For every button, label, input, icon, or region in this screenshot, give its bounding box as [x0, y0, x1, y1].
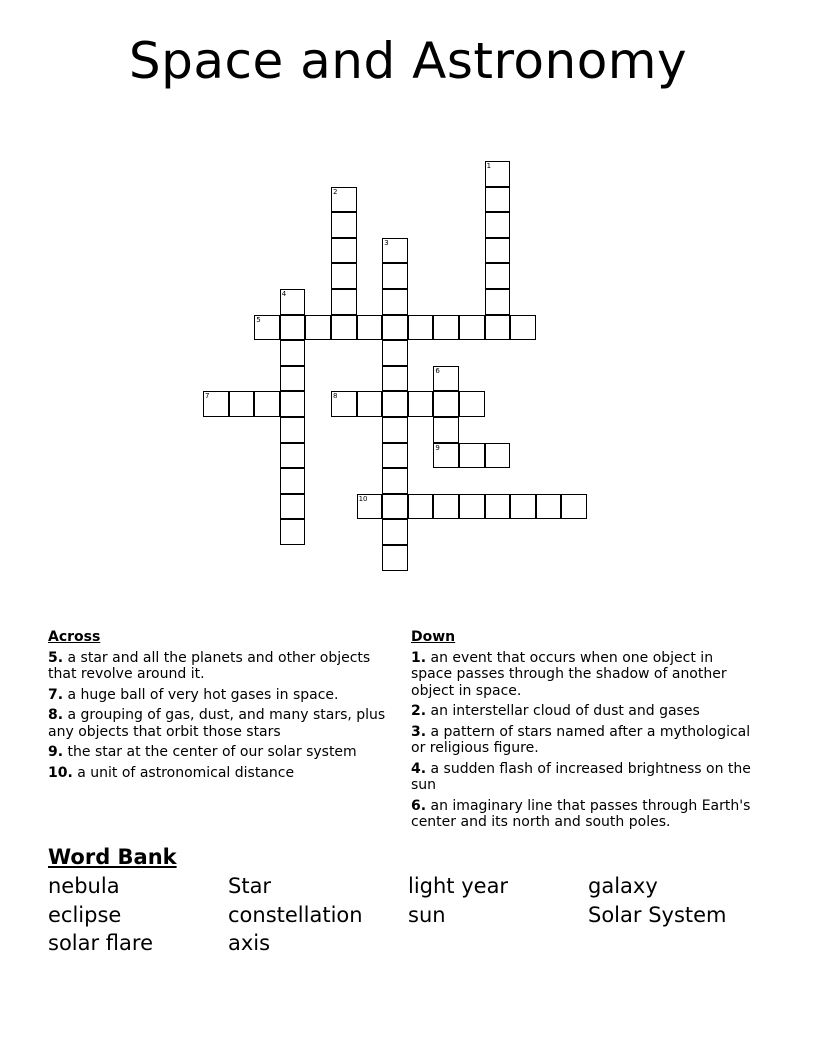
- crossword-cell[interactable]: [382, 238, 408, 264]
- crossword-cell[interactable]: [280, 519, 306, 545]
- crossword-cell[interactable]: [305, 315, 331, 341]
- down-clues: [411, 629, 751, 835]
- down-clue: [411, 724, 751, 757]
- across-clue: [48, 687, 388, 704]
- word-bank-item: sun: [408, 903, 446, 927]
- clue-number-label: 7: [205, 392, 210, 401]
- down-clue: [411, 798, 751, 831]
- crossword-cell[interactable]: [331, 289, 357, 315]
- clue-text: a grouping of gas, dust, and many stars, plus any objects that orbit those stars: [48, 707, 386, 740]
- crossword-cell[interactable]: [229, 391, 255, 417]
- clue-text: a huge ball of very hot gases in space.: [67, 686, 339, 703]
- crossword-cell[interactable]: [331, 212, 357, 238]
- crossword-cell[interactable]: [382, 417, 408, 443]
- crossword-cell[interactable]: [485, 443, 511, 469]
- clue-number-label: 3: [384, 238, 389, 247]
- crossword-cell[interactable]: [433, 443, 459, 469]
- across-clue: [48, 650, 388, 683]
- word-bank-item: solar flare: [48, 931, 153, 955]
- crossword-cell[interactable]: [382, 494, 408, 520]
- clue-number-label: 2: [333, 187, 338, 196]
- down-clue: [411, 703, 751, 720]
- crossword-cell[interactable]: [280, 417, 306, 443]
- across-clue: [48, 744, 388, 761]
- clue-number-label: 6: [435, 366, 440, 375]
- crossword-cell[interactable]: [459, 315, 485, 341]
- clue-number-label: 4: [281, 290, 287, 298]
- clue-text: an event that occurs when one object in space passes through the shadow of another object in space.: [411, 649, 727, 699]
- crossword-cell[interactable]: [280, 468, 306, 494]
- crossword-cell[interactable]: [382, 366, 408, 392]
- crossword-cell[interactable]: [382, 289, 408, 315]
- crossword-cell[interactable]: [510, 315, 536, 341]
- crossword-cell[interactable]: [280, 391, 306, 417]
- clue-number-label: 8: [333, 392, 338, 401]
- word-bank-item: axis: [228, 931, 271, 955]
- crossword-cell[interactable]: [280, 494, 306, 520]
- crossword-cell[interactable]: [357, 391, 383, 417]
- clue-number: 5.: [48, 649, 64, 666]
- word-bank-item: Solar System: [588, 903, 727, 927]
- clue-text: the star at the center of our solar system: [67, 744, 357, 760]
- crossword-cell[interactable]: [331, 391, 357, 417]
- crossword-cell[interactable]: [485, 212, 511, 238]
- word-bank-item: constellation: [228, 903, 363, 927]
- down-clue: [411, 761, 751, 794]
- crossword-cell[interactable]: [561, 494, 587, 520]
- crossword-cell[interactable]: [485, 315, 511, 341]
- clue-number: 9.: [48, 744, 64, 760]
- clue-number-label: 1: [486, 162, 492, 170]
- clue-number: 4.: [411, 760, 427, 777]
- crossword-cell[interactable]: [382, 391, 408, 417]
- crossword-cell[interactable]: [382, 545, 408, 571]
- crossword-cell[interactable]: [433, 391, 459, 417]
- clue-number: 8.: [48, 707, 64, 723]
- crossword-cell[interactable]: [536, 494, 562, 520]
- crossword-cell[interactable]: [485, 289, 511, 315]
- crossword-cell[interactable]: [382, 468, 408, 494]
- clue-number: 6.: [411, 797, 427, 814]
- crossword-cell[interactable]: [280, 315, 306, 341]
- crossword-cell[interactable]: [433, 417, 459, 443]
- crossword-cell[interactable]: [382, 519, 408, 545]
- crossword-cell[interactable]: [408, 315, 434, 341]
- crossword-cell[interactable]: [382, 443, 408, 469]
- crossword-cell[interactable]: [485, 161, 511, 187]
- clue-text: a sudden flash of increased brightness on the sun: [411, 760, 751, 793]
- across-clues: [48, 629, 388, 785]
- crossword-cell[interactable]: [510, 494, 536, 520]
- word-bank-item: galaxy: [588, 874, 658, 898]
- crossword-cell[interactable]: [459, 391, 485, 417]
- crossword-cell[interactable]: [433, 315, 459, 341]
- clue-text: a pattern of stars named after a mythological or religious figure.: [411, 723, 751, 756]
- clue-number: 3.: [411, 723, 427, 740]
- crossword-cell[interactable]: [331, 187, 357, 213]
- word-bank-heading: Word Bank: [48, 845, 177, 869]
- clue-number-label: 9: [435, 443, 440, 452]
- crossword-cell[interactable]: [408, 494, 434, 520]
- word-bank-item: Star: [228, 874, 272, 898]
- crossword-cell[interactable]: [357, 494, 383, 520]
- clue-number: 1.: [411, 649, 427, 666]
- crossword-cell[interactable]: [459, 494, 485, 520]
- clue-text: a star and all the planets and other objects that revolve around it.: [48, 649, 371, 682]
- crossword-cell[interactable]: [331, 238, 357, 264]
- crossword-cell[interactable]: [382, 315, 408, 341]
- clue-number: 7.: [48, 686, 64, 703]
- word-bank-item: nebula: [48, 874, 120, 898]
- crossword-cell[interactable]: [459, 443, 485, 469]
- clue-number: 10.: [48, 764, 73, 781]
- crossword-cell[interactable]: [280, 289, 306, 315]
- clue-number-label: 10: [358, 494, 368, 503]
- down-heading: Down: [411, 629, 456, 645]
- clue-text: an imaginary line that passes through Earth's center and its north and south poles.: [411, 797, 751, 830]
- across-clue: [48, 765, 388, 782]
- crossword-cell[interactable]: [280, 443, 306, 469]
- crossword-cell[interactable]: [485, 263, 511, 289]
- crossword-cell[interactable]: [203, 391, 229, 417]
- clue-text: a unit of astronomical distance: [77, 764, 295, 781]
- crossword-cell[interactable]: [254, 391, 280, 417]
- crossword-cell[interactable]: [254, 315, 280, 341]
- down-clue: [411, 650, 751, 700]
- crossword-cell[interactable]: [485, 187, 511, 213]
- word-bank-item: light year: [408, 874, 509, 898]
- clue-text: an interstellar cloud of dust and gases: [430, 703, 700, 719]
- crossword-cell[interactable]: [382, 340, 408, 366]
- crossword-cell[interactable]: [331, 263, 357, 289]
- clue-number: 2.: [411, 703, 427, 719]
- crossword-cell[interactable]: [433, 494, 459, 520]
- across-clue: [48, 707, 388, 740]
- word-bank-item: eclipse: [48, 903, 122, 927]
- crossword-cell[interactable]: [280, 340, 306, 366]
- crossword-cell[interactable]: [433, 366, 459, 392]
- crossword-cell[interactable]: [408, 391, 434, 417]
- crossword-cell[interactable]: [280, 366, 306, 392]
- crossword-cell[interactable]: [485, 494, 511, 520]
- crossword-cell[interactable]: [331, 315, 357, 341]
- crossword-cell[interactable]: [382, 263, 408, 289]
- crossword-cell[interactable]: [357, 315, 383, 341]
- clue-number-label: 5: [256, 315, 261, 324]
- page-title: Space and Astronomy: [128, 32, 688, 90]
- across-heading: Across: [48, 629, 101, 645]
- crossword-cell[interactable]: [485, 238, 511, 264]
